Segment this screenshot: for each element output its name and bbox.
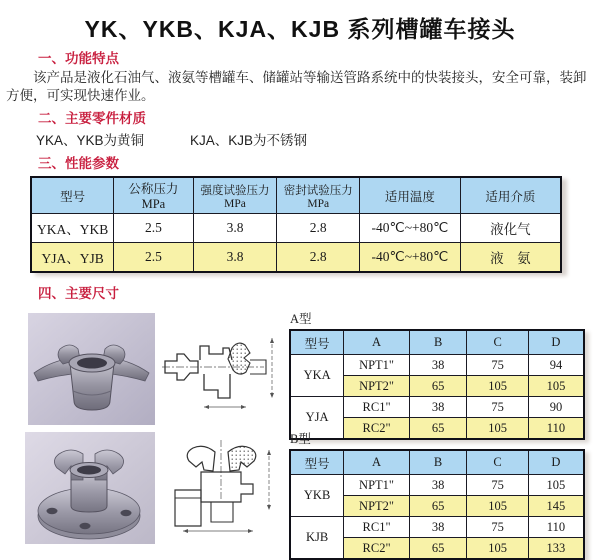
table-cell: 90 [528,397,584,418]
table-cell: 105 [467,418,529,440]
table-cell: 65 [409,538,466,560]
table-cell: YKA [290,355,344,397]
section-2-heading: 二、主要零件材质 [38,111,146,126]
section-4-heading: 四、主要尺寸 [38,286,119,301]
table-cell: 2.5 [114,243,194,273]
type-b-dimension-table [289,449,585,560]
table-cell: NPT2" [344,496,410,517]
performance-table [30,176,562,273]
table-cell: 2.8 [277,214,360,243]
table-header-row [290,330,584,355]
table-cell: NPT1" [344,355,410,376]
type-b-label: B型 [290,432,311,446]
table-cell: 65 [409,496,466,517]
table-row [290,517,584,538]
column-header: 型号 [31,177,114,214]
table-cell: RC1" [344,397,410,418]
table-cell: 3.8 [193,214,277,243]
table-cell: 145 [528,496,584,517]
table-cell: 38 [409,517,466,538]
table-cell: 105 [528,475,584,496]
table-cell: 75 [467,475,529,496]
type-a-label: A型 [290,312,312,326]
materials-line [36,129,600,149]
table-cell: RC2" [344,538,410,560]
column-header: 密封试验压力MPa [277,177,360,214]
table-row [290,355,584,376]
table-cell: 75 [467,397,529,418]
table-cell: -40℃~+80℃ [360,243,461,273]
table-cell: 75 [467,355,529,376]
type-a-block [289,309,589,440]
table-cell: 液 氨 [460,243,561,273]
column-header: A [344,330,410,355]
column-header: C [467,450,529,475]
table-cell: 液化气 [460,214,561,243]
table-cell: 105 [467,496,529,517]
table-cell: RC2" [344,418,410,440]
table-header-row [31,177,561,214]
table-row [31,214,561,243]
table-cell: 105 [467,538,529,560]
column-header: 适用温度 [360,177,461,214]
table-cell: 65 [409,418,466,440]
table-cell: 2.8 [277,243,360,273]
table-cell: 2.5 [114,214,194,243]
table-cell: 3.8 [193,243,277,273]
column-header: C [467,330,529,355]
material-stainless: KJA、KJB为不锈钢 [190,133,308,148]
column-header: B [409,330,466,355]
table-cell: 65 [409,376,466,397]
table-cell: 38 [409,397,466,418]
section-1-heading: 一、功能特点 [38,51,119,66]
column-header: D [528,330,584,355]
table-cell: 38 [409,355,466,376]
column-header: 型号 [290,330,344,355]
table-cell: 105 [528,376,584,397]
table-cell: YKA、YKB [31,214,114,243]
type-a-dimension-table [289,329,585,440]
table-cell: NPT2" [344,376,410,397]
table-cell: YJA、YJB [31,243,114,273]
table-cell: YJA [290,397,344,440]
table-cell: 94 [528,355,584,376]
material-brass: YKA、YKB为黄铜 [36,133,145,148]
table-cell: 133 [528,538,584,560]
dimensions-area [0,308,600,554]
table-row [31,243,561,273]
type-b-block [289,429,589,560]
column-header: D [528,450,584,475]
table-cell: 38 [409,475,466,496]
table-cell: RC1" [344,517,410,538]
column-header: 型号 [290,450,344,475]
table-cell: KJB [290,517,344,560]
type-a-section-drawing [160,320,280,413]
table-cell: -40℃~+80℃ [360,214,461,243]
table-header-row [290,450,584,475]
table-row [290,475,584,496]
table-cell: 110 [528,517,584,538]
type-a-coupling-photo [28,313,155,425]
column-header: A [344,450,410,475]
column-header: 强度试验压力MPa [193,177,277,214]
type-b-section-drawing [163,438,280,536]
column-header: B [409,450,466,475]
column-header: 公称压力 MPa [114,177,194,214]
table-cell: 75 [467,517,529,538]
page-title: YK、YKB、KJA、KJB 系列槽罐车接头 [84,16,516,42]
table-cell: 110 [528,418,584,440]
section-3-heading: 三、性能参数 [38,156,119,171]
table-cell: 105 [467,376,529,397]
column-header: 适用介质 [460,177,561,214]
table-row [290,397,584,418]
table-cell: YKB [290,475,344,517]
table-cell: NPT1" [344,475,410,496]
section-1-body: 该产品是液化石油气、液氨等槽罐车、储罐站等输送管路系统中的快装接头，安全可靠，装卸方便，可实现快速作业。 [6,70,587,103]
type-b-coupling-photo [25,432,155,544]
